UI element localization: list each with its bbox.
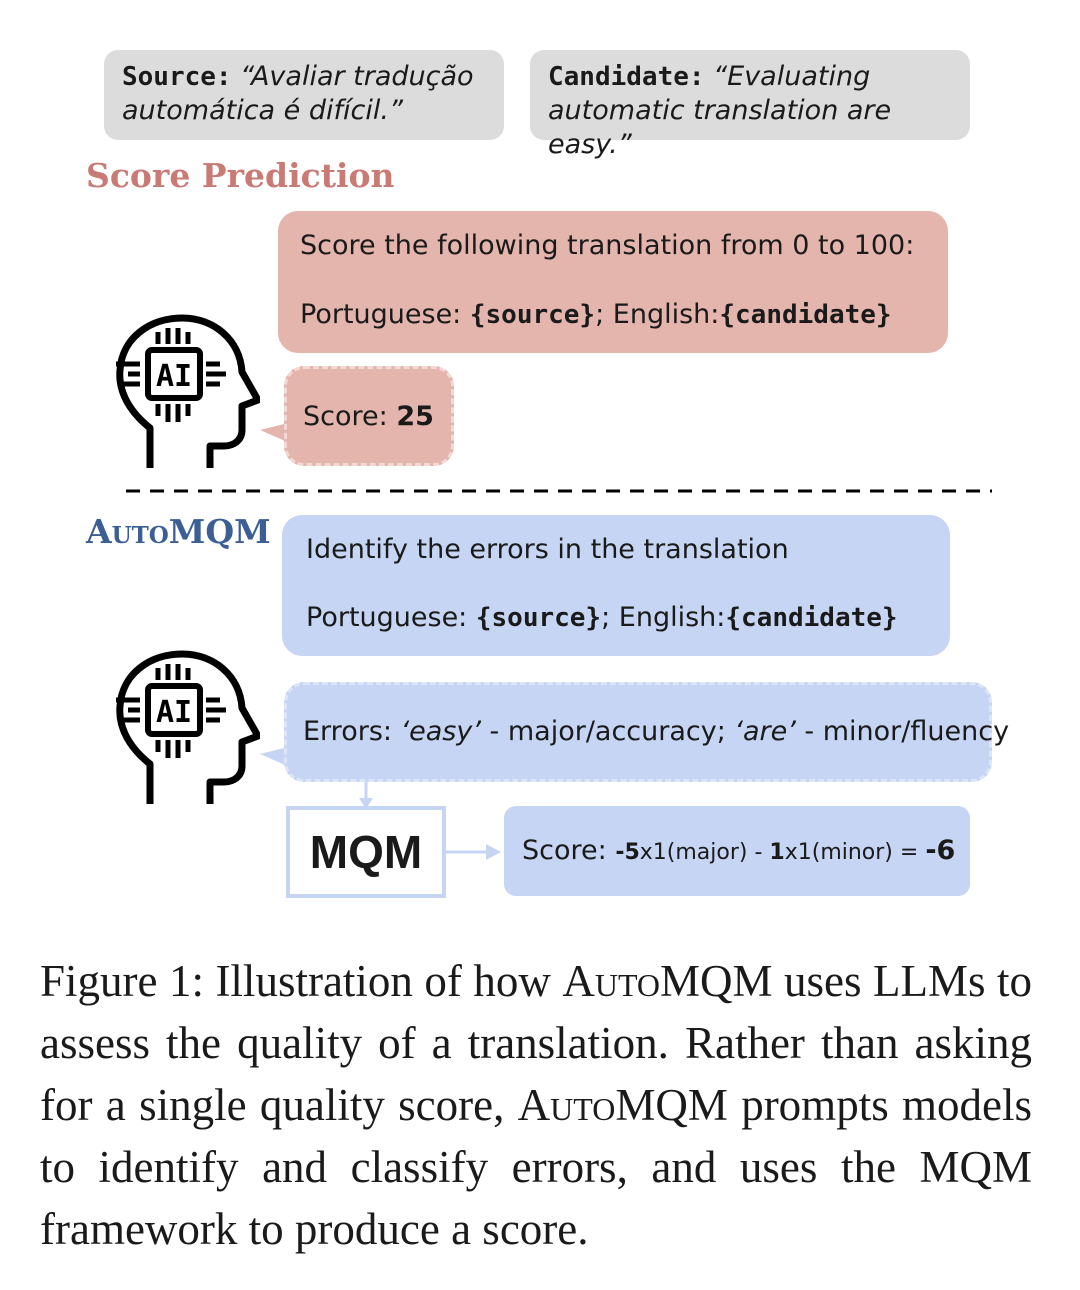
score-prompt-line1: Score the following translation from 0 to 100: xyxy=(300,230,915,261)
arrow-right-icon xyxy=(446,840,502,864)
mqm-box: MQM xyxy=(286,806,446,898)
error-word-are: ‘are’ xyxy=(734,716,796,747)
score-value: 25 xyxy=(396,401,434,432)
mqm-score-text: Score: -5x1(major) - 1x1(minor) = -6 xyxy=(522,835,956,866)
svg-text:AI: AI xyxy=(155,695,193,730)
score-response-bubble xyxy=(284,366,454,466)
svg-text:AI: AI xyxy=(155,359,193,394)
score-prompt-line2: Portuguese: {source}; English:{candidate} xyxy=(300,299,892,330)
candidate-label: Candidate: xyxy=(548,62,705,92)
score-response-text: Score: 25 xyxy=(303,401,434,432)
automqm-prompt-bubble xyxy=(282,515,950,656)
candidate-text: “Evaluating automatic translation are easy.” xyxy=(548,61,892,160)
ai-head-icon xyxy=(110,648,260,808)
automqm-prompt-line1: Identify the errors in the translation xyxy=(306,534,789,565)
candidate-box xyxy=(530,50,970,160)
ai-head-icon xyxy=(110,312,260,472)
source-variable: {source} xyxy=(475,603,602,633)
source-text: “Avaliar tradução automática é difícil.” xyxy=(122,61,474,126)
candidate-variable: {candidate} xyxy=(725,603,898,633)
source-variable: {source} xyxy=(469,300,596,330)
source-box xyxy=(104,50,504,140)
source-label: Source: xyxy=(122,62,232,92)
figure-caption: Figure 1: Illustration of how AutoMQM uses LLMs to assess the quality of a translation. Rather than asking for a single quality score, AutoMQM prompts models to identify and classify errors, and uses the MQM framework to produce a score. xyxy=(40,956,1033,1254)
score-prompt-bubble xyxy=(278,211,948,353)
mqm-score-box xyxy=(504,806,970,896)
automqm-prompt-line2: Portuguese: {source}; English:{candidate} xyxy=(306,602,898,633)
errors-text: Errors: ‘easy’ - major/accuracy; ‘are’ - minor/fluency xyxy=(303,716,1010,747)
errors-bubble xyxy=(284,682,1010,782)
score-prediction-title: Score Prediction xyxy=(86,156,395,195)
section-divider xyxy=(126,488,992,494)
candidate-variable: {candidate} xyxy=(719,300,892,330)
automqm-title: AutoMQM xyxy=(86,512,271,551)
mqm-score-result: -6 xyxy=(925,835,956,866)
error-word-easy: ‘easy’ xyxy=(400,716,481,747)
